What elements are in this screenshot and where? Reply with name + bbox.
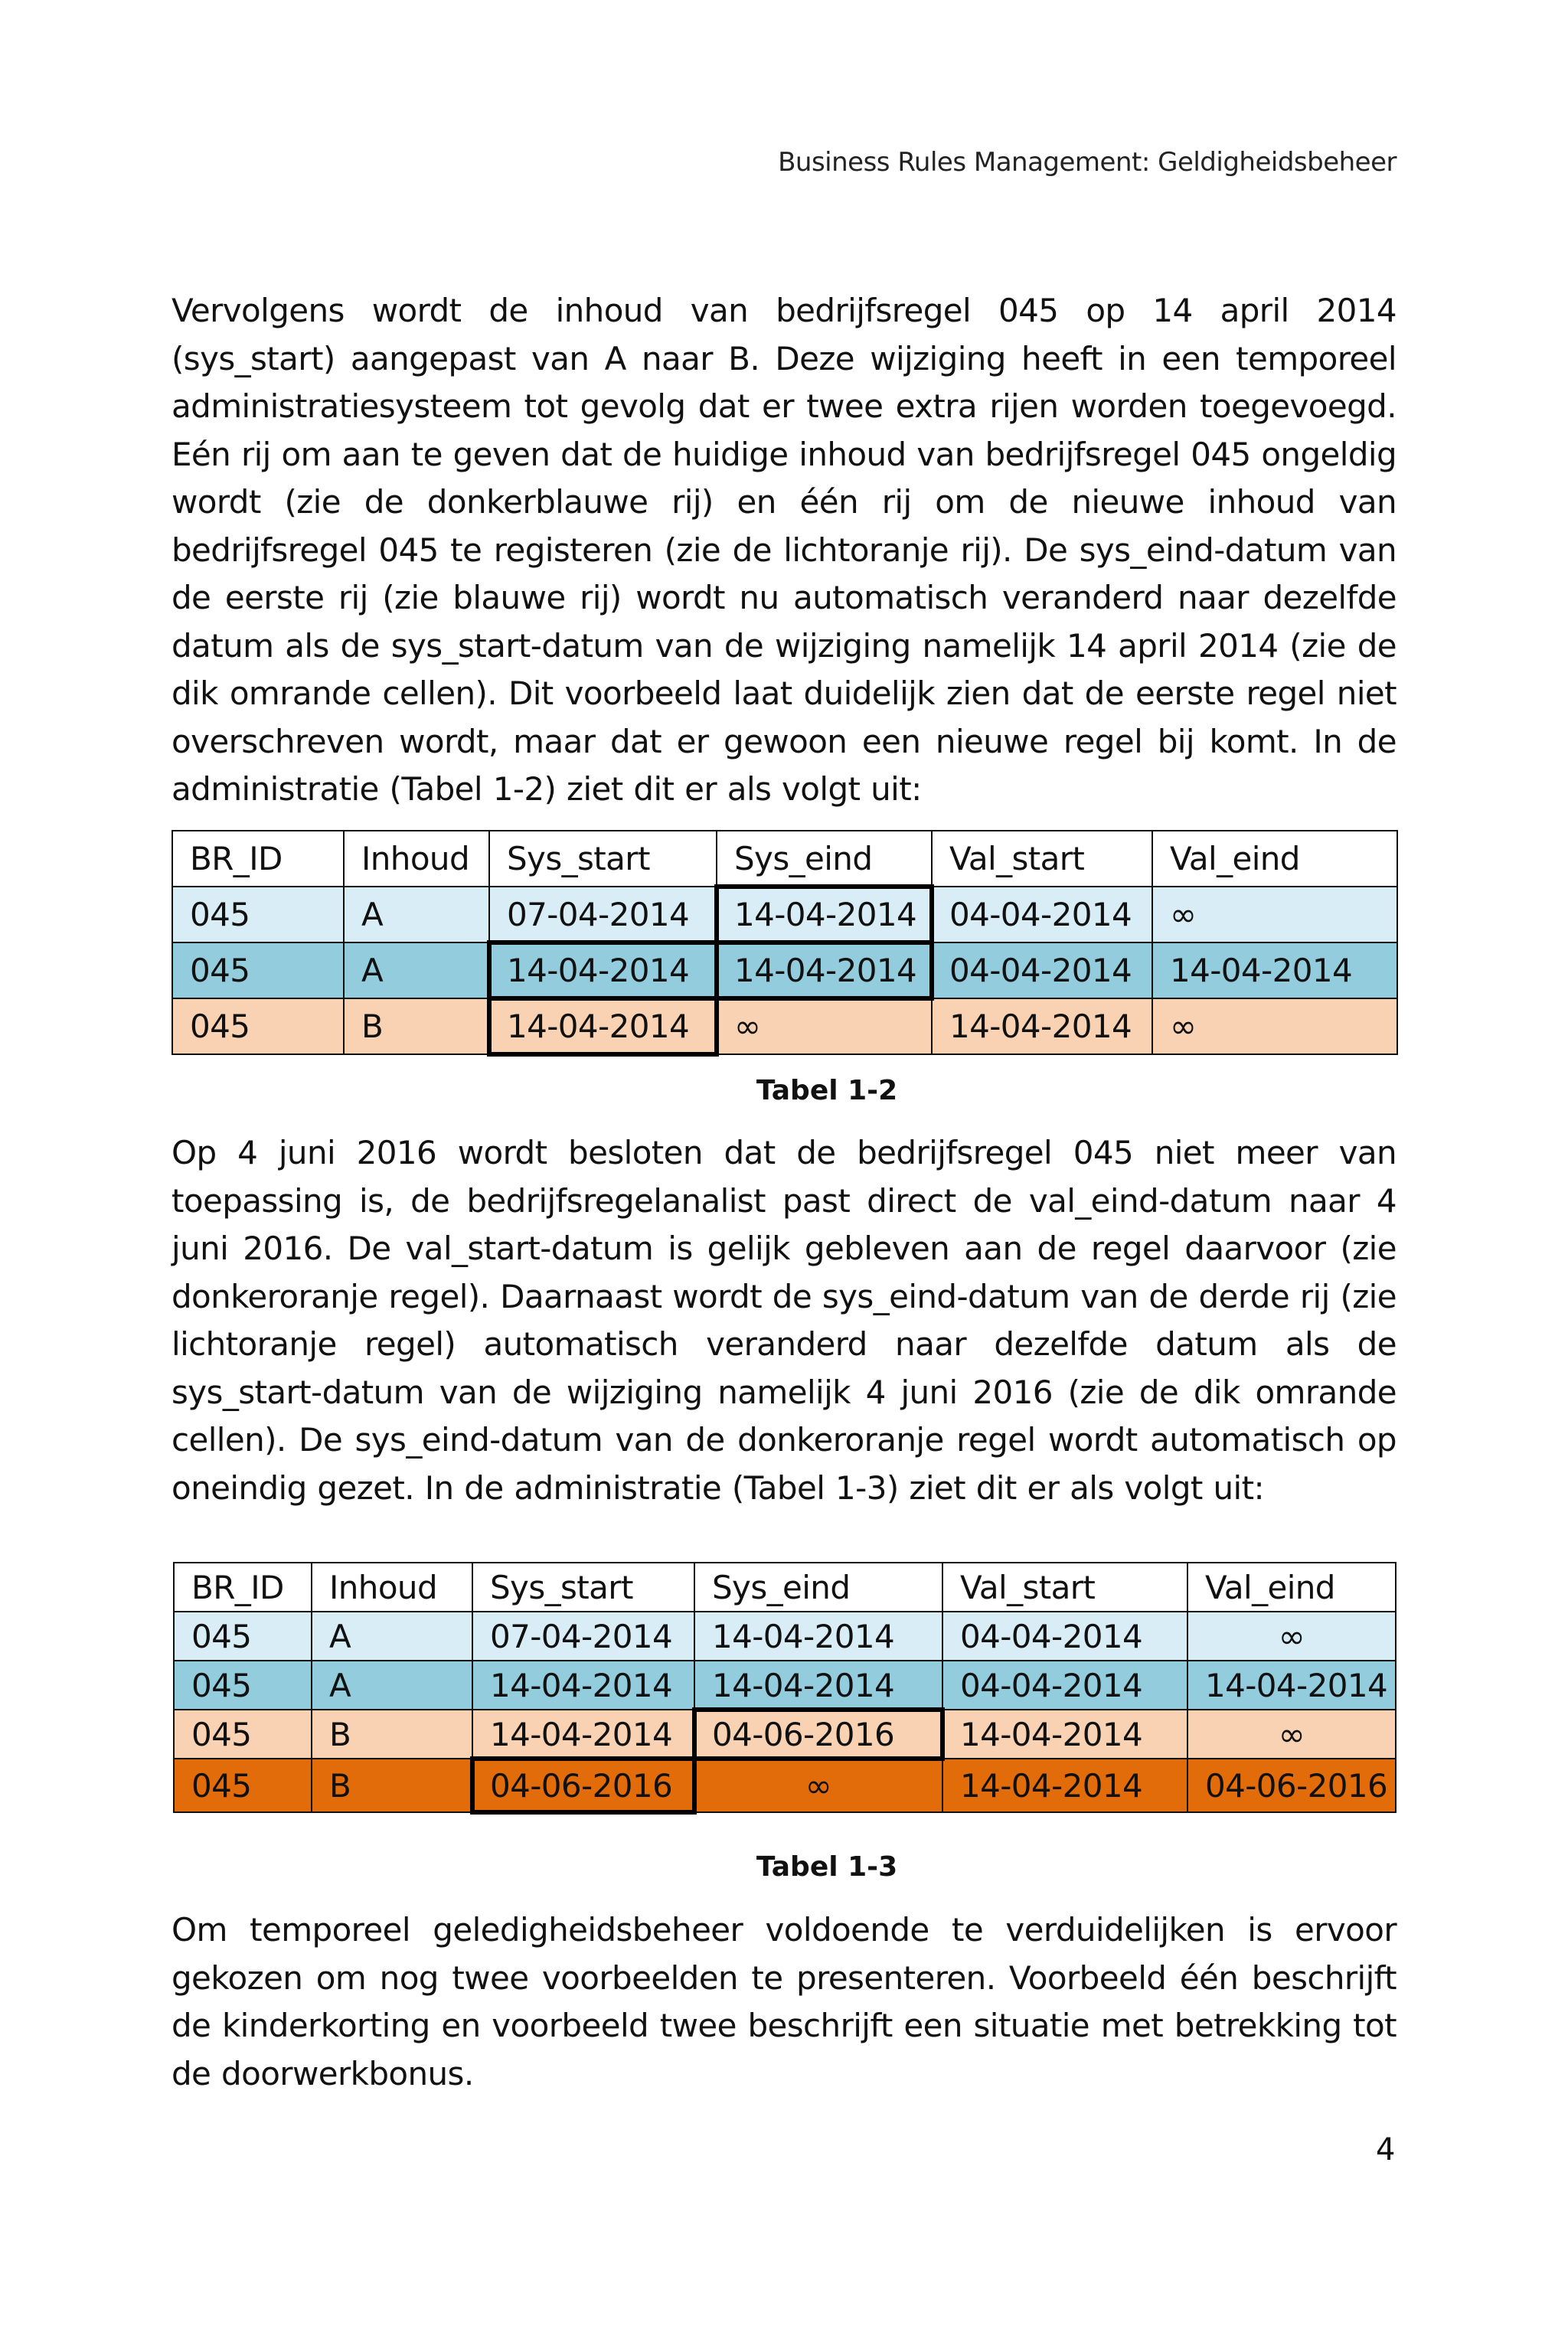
header-cell: Val_start	[942, 1563, 1187, 1612]
table-header-row	[172, 831, 1397, 887]
cell-sys-eind: 14-04-2014	[694, 1661, 942, 1710]
header-cell: Sys_eind	[694, 1563, 942, 1612]
cell-val-eind: ∞	[1187, 1612, 1396, 1661]
cell-sys-eind: ∞	[717, 998, 932, 1054]
cell-br-id: 045	[174, 1661, 312, 1710]
cell-sys-eind: ∞	[694, 1759, 942, 1812]
cell-br-id: 045	[174, 1759, 312, 1812]
cell-sys-start-highlighted: 04-06-2016	[472, 1759, 694, 1812]
paragraph-conclusion: Om temporeel geledigheidsbeheer voldoende te verduidelijken is ervoor gekozen om nog twee voorbeelden te presenteren. Voorbeeld één beschrijft de kinderkorting en voorbeeld twee beschrijft een situatie met betrekking tot de doorwerkbonus.	[172, 1911, 1396, 2092]
cell-sys-start: 14-04-2014	[472, 1661, 694, 1710]
cell-val-eind: ∞	[1152, 887, 1397, 942]
header-cell: BR_ID	[172, 831, 344, 887]
table-row	[174, 1710, 1396, 1759]
table-caption: Tabel 1-2	[756, 1075, 898, 1106]
cell-val-start: 14-04-2014	[942, 1759, 1187, 1812]
cell-val-start: 04-04-2014	[932, 942, 1152, 998]
cell-sys-start-highlighted: 14-04-2014	[489, 942, 717, 998]
cell-val-start: 04-04-2014	[942, 1612, 1187, 1661]
table-1-3	[173, 1562, 1396, 1813]
table-caption: Tabel 1-3	[756, 1851, 898, 1883]
cell-sys-eind: 14-04-2014	[694, 1612, 942, 1661]
cell-sys-start: 14-04-2014	[472, 1710, 694, 1759]
cell-inhoud: A	[344, 942, 489, 998]
cell-sys-eind-highlighted: 14-04-2014	[717, 942, 932, 998]
cell-val-start: 14-04-2014	[932, 998, 1152, 1054]
cell-sys-start: 07-04-2014	[489, 887, 717, 942]
cell-inhoud: A	[312, 1661, 472, 1710]
cell-val-start: 04-04-2014	[942, 1661, 1187, 1710]
cell-br-id: 045	[174, 1612, 312, 1661]
cell-val-start: 04-04-2014	[932, 887, 1152, 942]
header-cell: Sys_eind	[717, 831, 932, 887]
cell-inhoud: B	[312, 1710, 472, 1759]
header-cell: Sys_start	[489, 831, 717, 887]
cell-inhoud: B	[344, 998, 489, 1054]
cell-br-id: 045	[172, 998, 344, 1054]
paragraph-intro: Vervolgens wordt de inhoud van bedrijfsregel 045 op 14 april 2014 (sys_start) aangepast van A naar B. Deze wijziging heeft in een temporeel administratiesysteem tot gevolg dat er twee extra rijen worden toegevoegd. Eén rij om aan te geven dat de huidige inhoud van bedrijfsregel 045 ongeldig wordt (zie de donkerblauwe rij) en één rij om de nieuwe inhoud van bedrijfsregel 045 te registeren (zie de lichtoranje rij). De sys_eind-datum van de eerste rij (zie blauwe rij) wordt nu automatisch veranderd naar dezelfde datum als de sys_start-datum van de wijziging namelijk 14 april 2014 (zie de dik omrande cellen). Dit voorbeeld laat duidelijk zien dat de eerste regel niet overschreven wordt, maar dat er gewoon een nieuwe regel bij komt. In de administratie (Tabel 1-2) ziet dit er als volgt uit:	[172, 292, 1397, 808]
cell-sys-eind-highlighted: 04-06-2016	[694, 1710, 942, 1759]
header-cell: Inhoud	[344, 831, 489, 887]
header-cell: Inhoud	[312, 1563, 472, 1612]
cell-sys-start: 07-04-2014	[472, 1612, 694, 1661]
cell-val-eind: 14-04-2014	[1152, 942, 1397, 998]
table-1-2	[172, 830, 1398, 1055]
table-row	[174, 1661, 1396, 1710]
header-cell: Val_eind	[1187, 1563, 1396, 1612]
page-number: 4	[1376, 2132, 1396, 2167]
cell-val-eind: ∞	[1152, 998, 1397, 1054]
header-cell: BR_ID	[174, 1563, 312, 1612]
cell-sys-eind-highlighted: 14-04-2014	[717, 887, 932, 942]
table-row	[174, 1759, 1396, 1812]
cell-inhoud: A	[312, 1612, 472, 1661]
cell-val-eind: 14-04-2014	[1187, 1661, 1396, 1710]
cell-inhoud: B	[312, 1759, 472, 1812]
cell-val-eind: 04-06-2016	[1187, 1759, 1396, 1812]
cell-val-eind: ∞	[1187, 1710, 1396, 1759]
paragraph-update: Op 4 juni 2016 wordt besloten dat de bedrijfsregel 045 niet meer van toepassing is, de bedrijfsregelanalist past direct de val_eind-datum naar 4 juni 2016. De val_start-datum is gelijk gebleven aan de regel daarvoor (zie donkeroranje regel). Daarnaast wordt de sys_eind-datum van de derde rij (zie lichtoranje regel) automatisch veranderd naar dezelfde datum als de sys_start-datum van de wijziging namelijk 4 juni 2016 (zie de dik omrande cellen). De sys_eind-datum van de donkeroranje regel wordt automatisch op oneindig gezet. In de administratie (Tabel 1-3) ziet dit er als volgt uit:	[172, 1134, 1396, 1507]
header-cell: Val_start	[932, 831, 1152, 887]
table-header-row	[174, 1563, 1396, 1612]
table-row	[172, 887, 1397, 942]
cell-val-start: 14-04-2014	[942, 1710, 1187, 1759]
running-header: Business Rules Management: Geldigheidsbeheer	[778, 147, 1396, 178]
cell-sys-start-highlighted: 14-04-2014	[489, 998, 717, 1054]
table-row	[172, 998, 1397, 1054]
table-row	[172, 942, 1397, 998]
header-cell: Sys_start	[472, 1563, 694, 1612]
cell-inhoud: A	[344, 887, 489, 942]
cell-br-id: 045	[172, 887, 344, 942]
cell-br-id: 045	[172, 942, 344, 998]
cell-br-id: 045	[174, 1710, 312, 1759]
table-row	[174, 1612, 1396, 1661]
header-cell: Val_eind	[1152, 831, 1397, 887]
